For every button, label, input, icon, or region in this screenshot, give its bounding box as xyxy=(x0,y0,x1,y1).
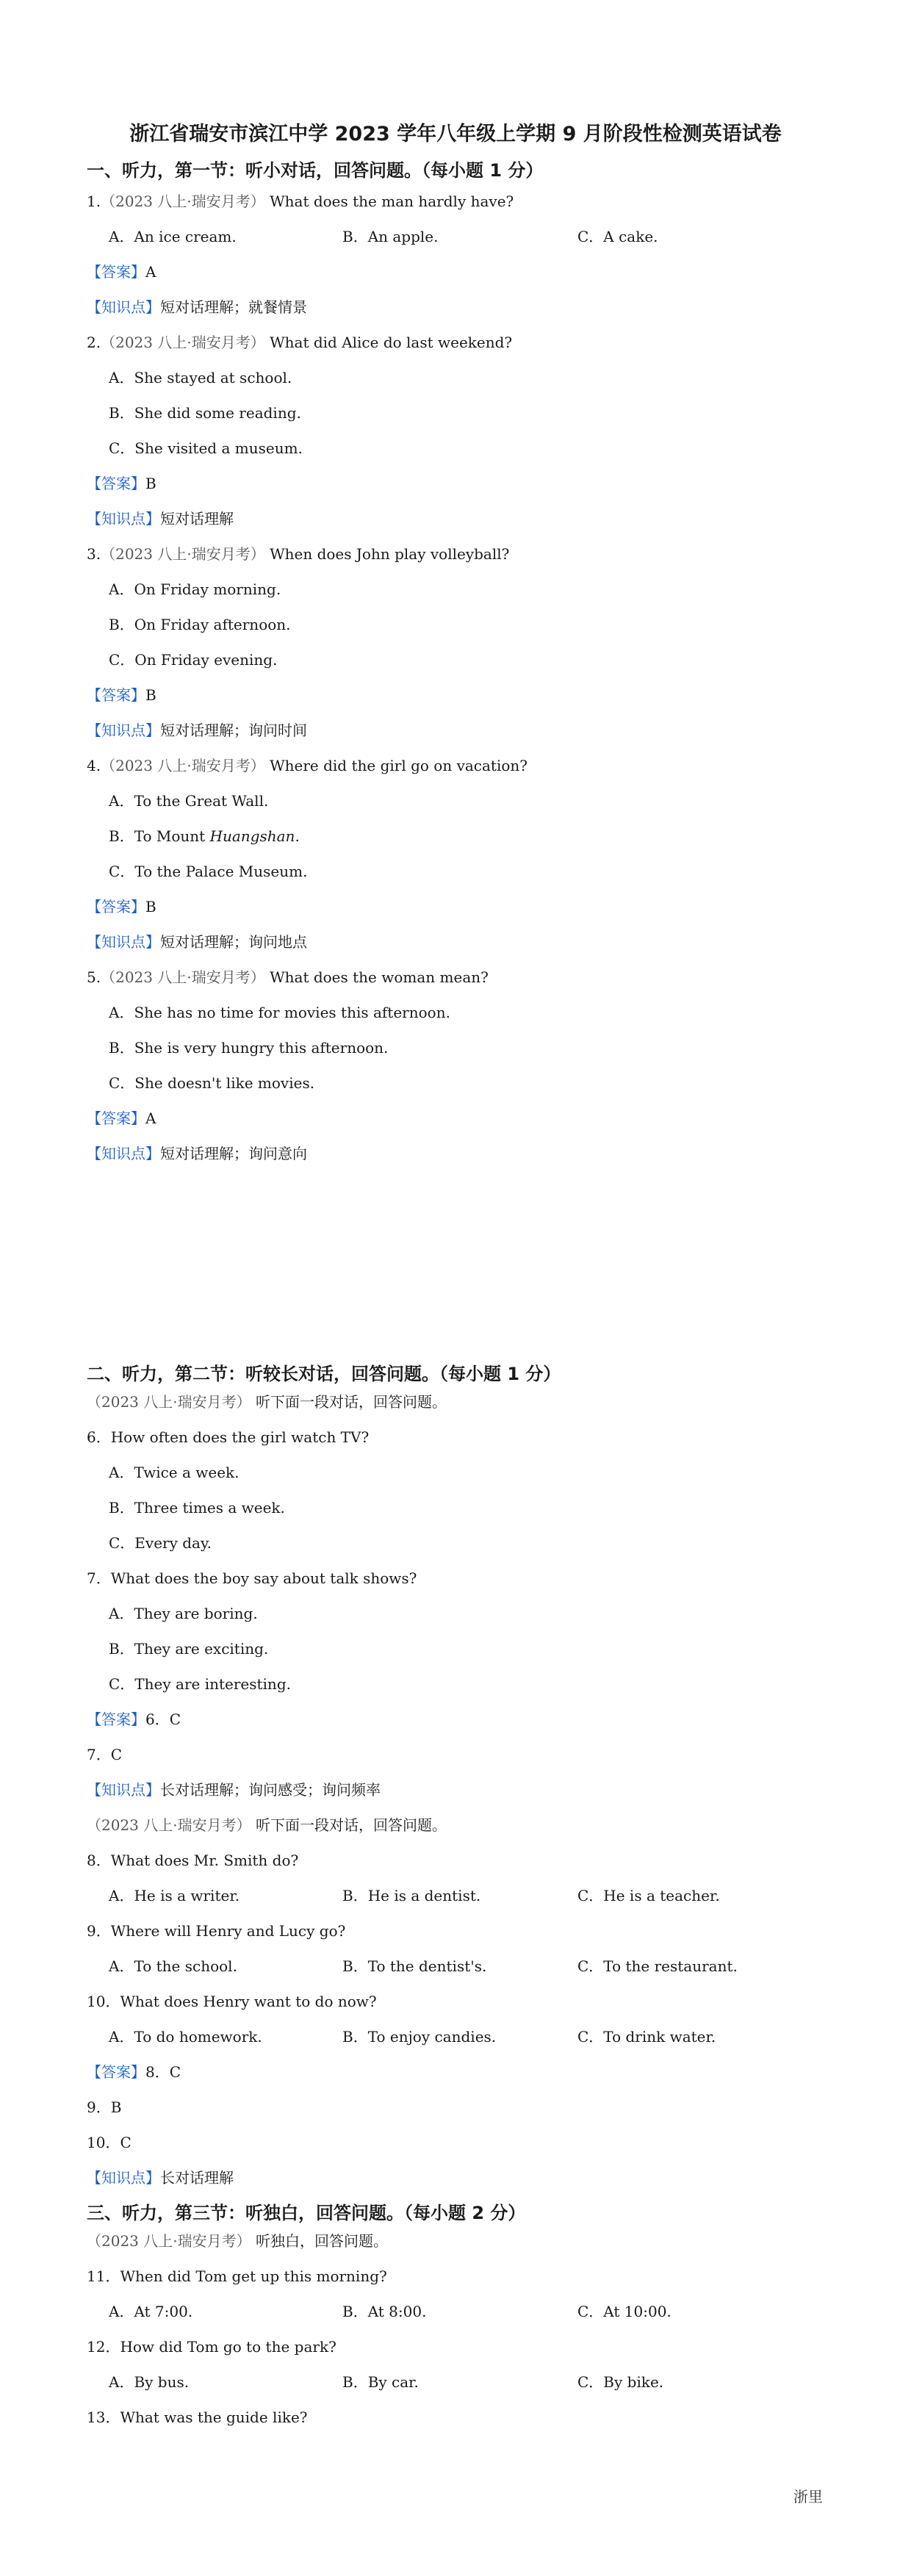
knowledge-line xyxy=(87,295,307,317)
answer-line-2: 9．B xyxy=(87,2098,122,2116)
knowledge-value: 短对话理解；询问意向 xyxy=(160,1145,307,1162)
option-c: C．On Friday evening. xyxy=(109,651,278,669)
knowledge-tag: 【知识点】 xyxy=(87,1145,160,1162)
option-b: B．To enjoy candies. xyxy=(342,2028,497,2046)
answer-line xyxy=(87,260,156,281)
option-a: A．Twice a week. xyxy=(109,1464,240,1481)
question-12: 12．How did Tom go to the park? xyxy=(87,2338,336,2356)
option-b: B．She did some reading. xyxy=(109,404,301,422)
answer-value: B xyxy=(145,898,156,915)
knowledge-value: 长对话理解 xyxy=(160,2169,234,2187)
answer-line xyxy=(87,1107,156,1128)
question-13: 13．What was the guide like? xyxy=(87,2408,308,2426)
question-text: What does the man hardly have? xyxy=(270,193,514,210)
question-3 xyxy=(87,542,509,564)
exam-title: 浙江省瑞安市滨江中学 2023 学年八年级上学期 9 月阶段性检测英语试卷 xyxy=(129,123,782,145)
question-number: 3. xyxy=(87,545,101,563)
question-source: （2023 八上·瑞安月考） xyxy=(101,334,265,351)
option-b: B．He is a dentist. xyxy=(342,1887,481,1904)
option-a: A．By bus. xyxy=(109,2373,190,2391)
question-5 xyxy=(87,965,489,987)
question-text: What does the woman mean? xyxy=(270,968,489,986)
question-8: 8．What does Mr. Smith do? xyxy=(87,1852,299,1869)
knowledge-tag: 【知识点】 xyxy=(87,2169,160,2187)
question-number: 4. xyxy=(87,757,101,774)
answer-line-2: 7．C xyxy=(87,1746,123,1763)
answer-line-3: 10．C xyxy=(87,2134,132,2151)
answer-line xyxy=(87,683,156,705)
section-intro: （2023 八上·瑞安月考） 听下面一段对话，回答问题。 xyxy=(87,1393,447,1411)
answer-value: 6．C xyxy=(145,1710,181,1728)
answer-value: 8．C xyxy=(145,2063,181,2081)
section-1-heading: 一、听力，第一节：听小对话，回答问题。（每小题 1 分） xyxy=(87,160,544,181)
option-c: C．To drink water. xyxy=(577,2028,716,2046)
question-10: 10．What does Henry want to do now? xyxy=(87,1993,377,2010)
section-intro: （2023 八上·瑞安月考） 听下面一段对话，回答问题。 xyxy=(87,1816,447,1834)
knowledge-value: 长对话理解；询问感受；询问频率 xyxy=(160,1781,381,1799)
knowledge-value: 短对话理解；询问时间 xyxy=(160,722,307,739)
knowledge-line xyxy=(87,930,307,951)
option-c: C．At 10:00. xyxy=(577,2303,671,2320)
answer-value: B xyxy=(145,475,156,492)
knowledge-line xyxy=(87,2166,234,2187)
option-c: C．Every day. xyxy=(109,1534,212,1552)
option-a: A．To do homework. xyxy=(109,2028,262,2046)
option-a: A．An ice cream. xyxy=(109,228,237,245)
answer-value: B xyxy=(145,686,156,704)
question-source: （2023 八上·瑞安月考） xyxy=(101,193,265,210)
option-a: A．At 7:00. xyxy=(109,2303,193,2320)
option-a: A．To the Great Wall. xyxy=(109,792,269,810)
knowledge-value: 短对话理解 xyxy=(160,510,234,528)
question-1 xyxy=(87,190,514,211)
option-b: B．To Mount Huangshan. xyxy=(109,827,300,845)
answer-line xyxy=(87,1708,181,1729)
option-b: B．On Friday afternoon. xyxy=(109,616,291,633)
option-c: C．He is a teacher. xyxy=(577,1887,720,1904)
question-source: （2023 八上·瑞安月考） xyxy=(101,968,265,986)
option-b: B．By car. xyxy=(342,2373,419,2391)
option-b: B．To the dentist's. xyxy=(342,1957,487,1975)
section-2-heading: 二、听力，第二节：听较长对话，回答问题。（每小题 1 分） xyxy=(87,1364,561,1384)
knowledge-tag: 【知识点】 xyxy=(87,298,160,316)
option-c: C．To the restaurant. xyxy=(577,1957,738,1975)
answer-tag: 【答案】 xyxy=(87,686,145,704)
answer-tag: 【答案】 xyxy=(87,2063,145,2081)
question-source: （2023 八上·瑞安月考） xyxy=(101,757,265,774)
question-7: 7．What does the boy say about talk shows? xyxy=(87,1569,417,1587)
answer-tag: 【答案】 xyxy=(87,475,145,492)
option-a: A．He is a writer. xyxy=(109,1887,240,1904)
question-text: Where did the girl go on vacation? xyxy=(270,757,527,774)
answer-tag: 【答案】 xyxy=(87,1109,145,1127)
knowledge-line xyxy=(87,507,234,528)
option-a: A．She stayed at school. xyxy=(109,369,292,386)
knowledge-tag: 【知识点】 xyxy=(87,510,160,528)
knowledge-tag: 【知识点】 xyxy=(87,1781,160,1799)
answer-line xyxy=(87,2060,181,2082)
page-footer: 浙里 xyxy=(793,2488,823,2505)
question-4 xyxy=(87,754,527,775)
option-b: B．She is very hungry this afternoon. xyxy=(109,1039,389,1057)
option-c: C．They are interesting. xyxy=(109,1675,291,1693)
question-number: 5. xyxy=(87,968,101,986)
knowledge-line xyxy=(87,719,307,740)
option-a: A．They are boring. xyxy=(109,1605,258,1622)
answer-value: A xyxy=(145,1109,156,1127)
option-b: B．They are exciting. xyxy=(109,1640,269,1658)
knowledge-tag: 【知识点】 xyxy=(87,722,160,739)
question-6: 6．How often does the girl watch TV? xyxy=(87,1428,370,1446)
question-text: What did Alice do last weekend? xyxy=(270,334,513,351)
option-c: C．She doesn't like movies. xyxy=(109,1074,315,1092)
option-b: B．An apple. xyxy=(342,228,439,245)
question-number: 1. xyxy=(87,193,101,210)
section-3-heading: 三、听力，第三节：听独白，回答问题。（每小题 2 分） xyxy=(87,2203,526,2223)
question-source: （2023 八上·瑞安月考） xyxy=(101,545,265,563)
option-a: A．On Friday morning. xyxy=(109,580,281,598)
question-text: When does John play volleyball? xyxy=(270,545,510,563)
option-c: C．To the Palace Museum. xyxy=(109,863,308,880)
option-c: C．She visited a museum. xyxy=(109,439,303,457)
option-b: B．Three times a week. xyxy=(109,1499,285,1517)
option-c: C．A cake. xyxy=(577,228,658,245)
question-9: 9．Where will Henry and Lucy go? xyxy=(87,1922,346,1940)
answer-tag: 【答案】 xyxy=(87,1710,145,1728)
answer-value: A xyxy=(145,263,156,281)
option-a: A．To the school. xyxy=(109,1957,237,1975)
knowledge-tag: 【知识点】 xyxy=(87,933,160,951)
option-c: C．By bike. xyxy=(577,2373,664,2391)
question-11: 11．When did Tom get up this morning? xyxy=(87,2267,387,2285)
answer-tag: 【答案】 xyxy=(87,898,145,915)
question-2 xyxy=(87,331,512,352)
knowledge-value: 短对话理解；就餐情景 xyxy=(160,298,307,316)
knowledge-line xyxy=(87,1142,307,1163)
knowledge-value: 短对话理解；询问地点 xyxy=(160,933,307,951)
answer-line xyxy=(87,895,156,916)
answer-tag: 【答案】 xyxy=(87,263,145,281)
section-intro: （2023 八上·瑞安月考） 听独白，回答问题。 xyxy=(87,2232,388,2250)
option-a: A．She has no time for movies this afternoon. xyxy=(109,1004,450,1021)
knowledge-line xyxy=(87,1778,381,1799)
question-number: 2. xyxy=(87,334,101,351)
answer-line xyxy=(87,472,156,493)
option-b: B．At 8:00. xyxy=(342,2303,427,2320)
